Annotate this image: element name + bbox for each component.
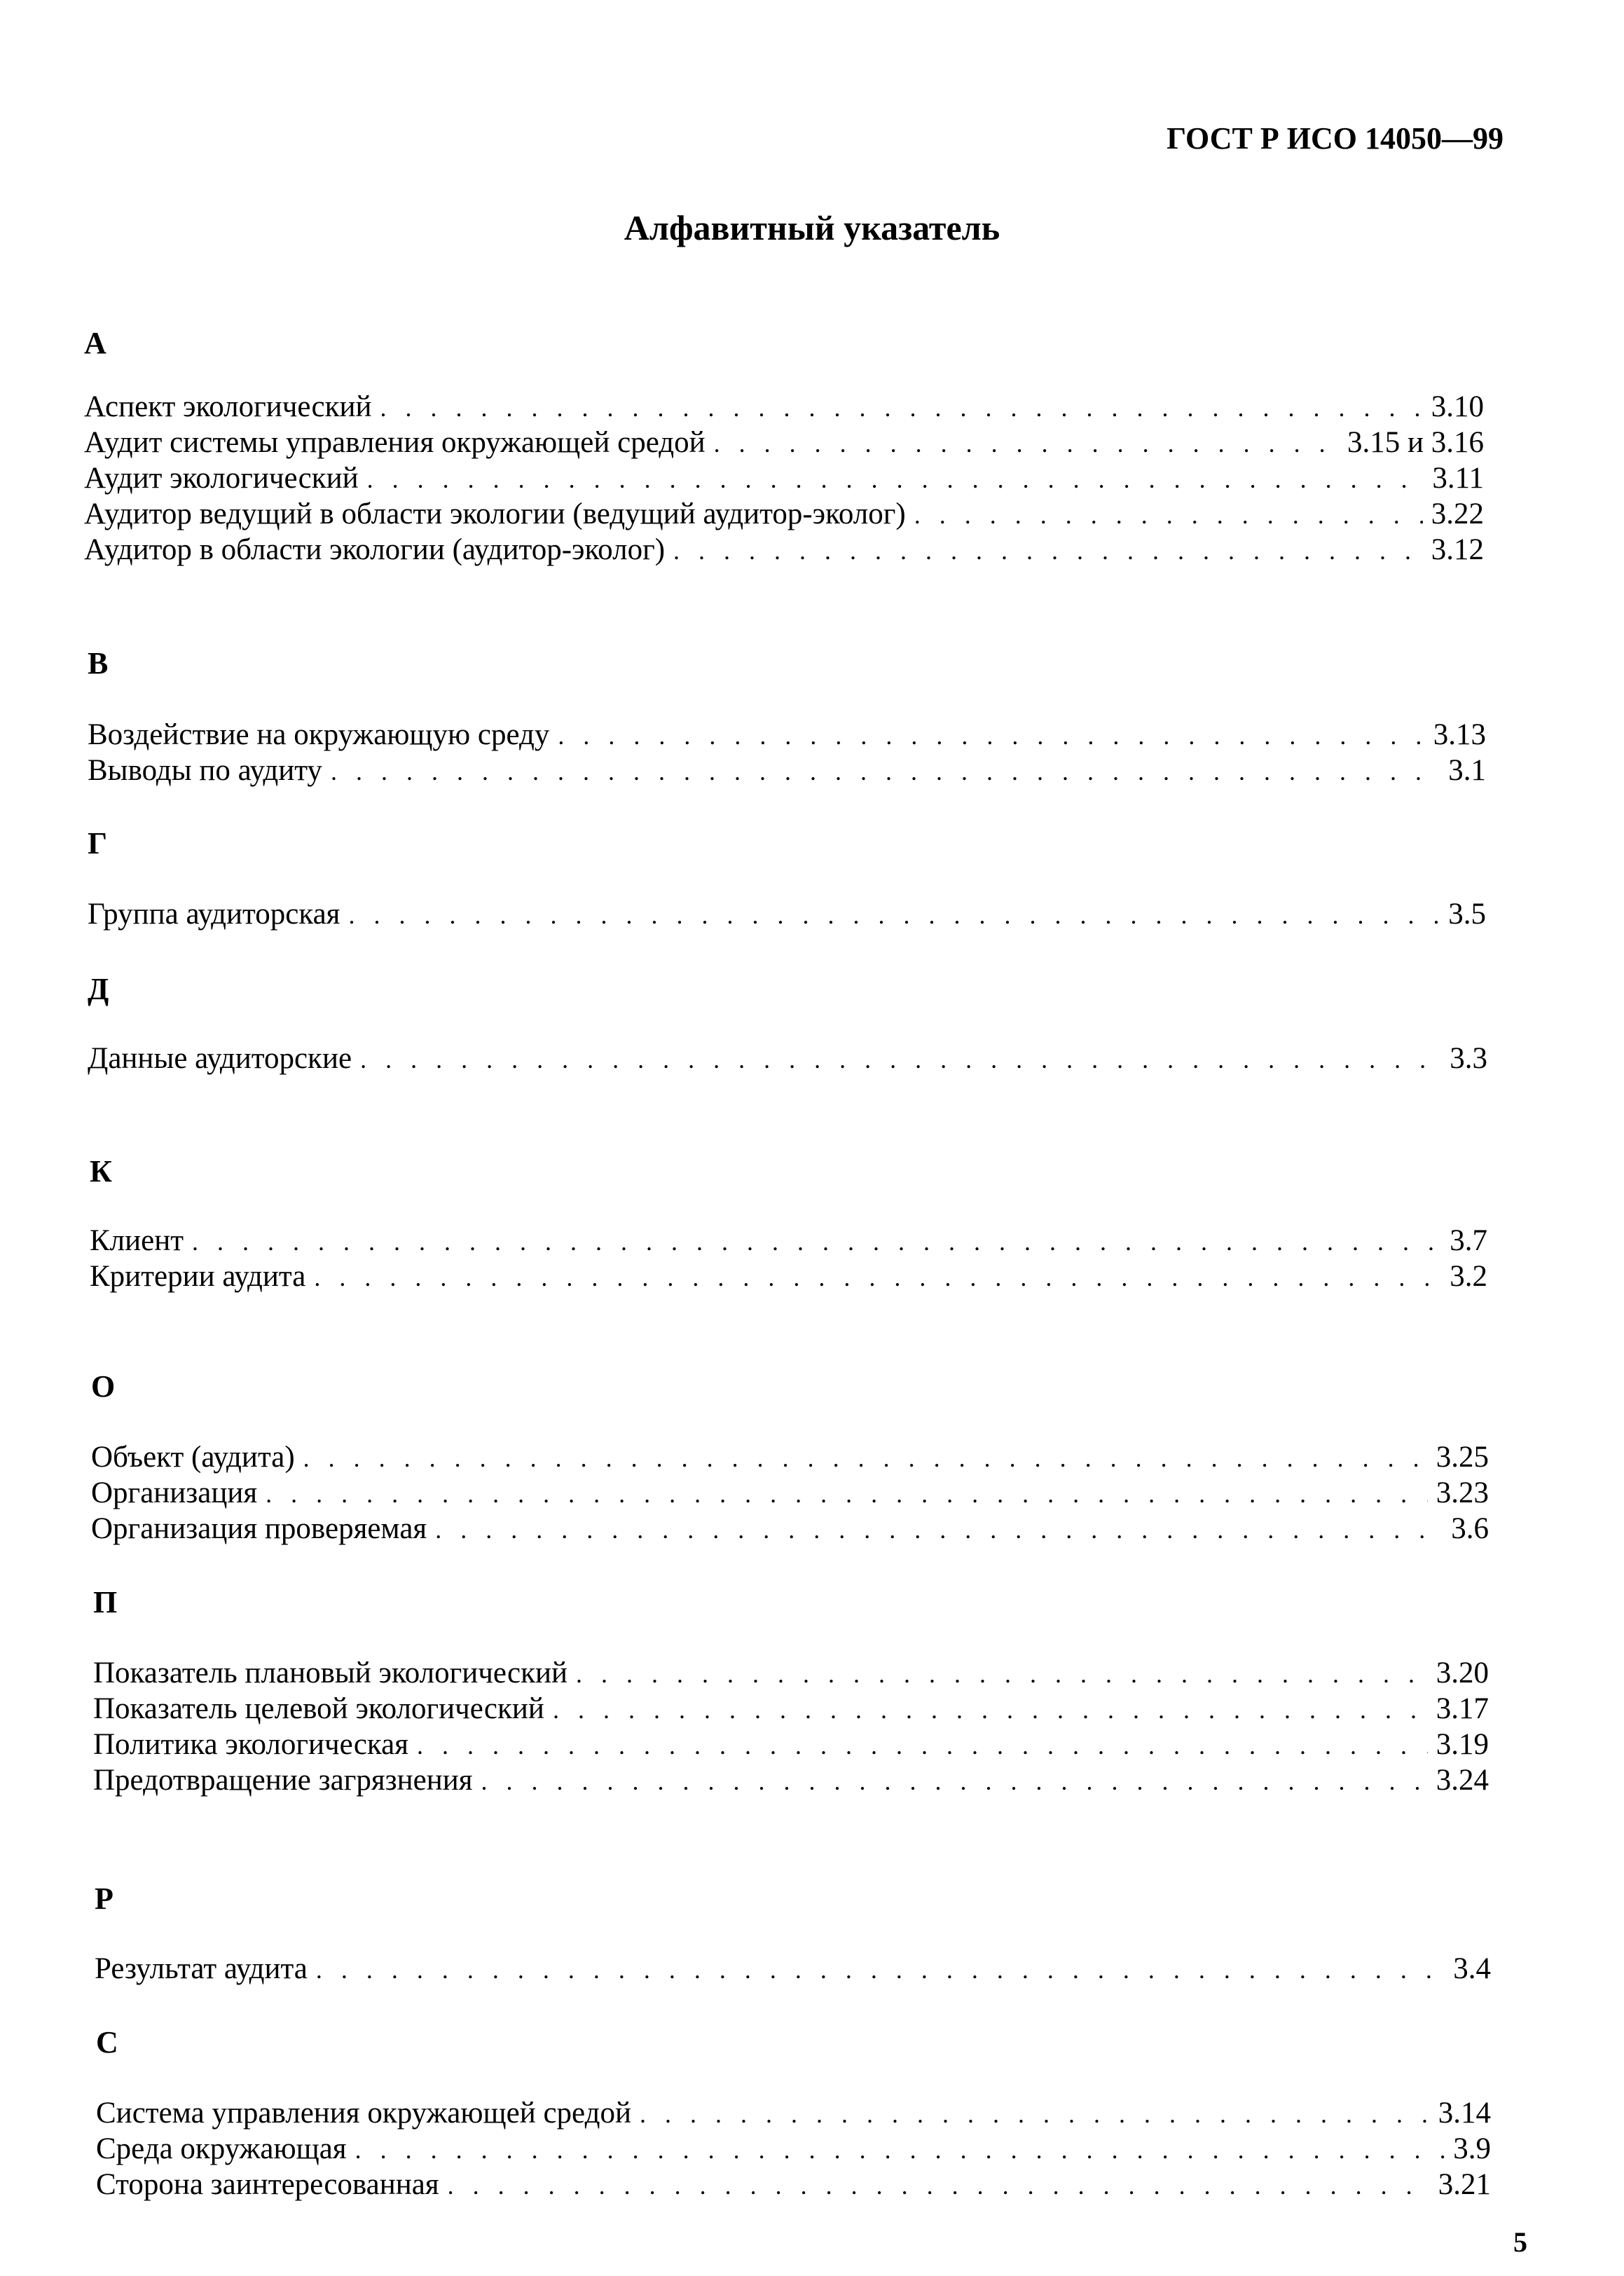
entry-term: Данные аудиторские (88, 1042, 352, 1075)
dot-leader (417, 1728, 1428, 1764)
index-entry (93, 1727, 1489, 1762)
entry-ref: 3.9 (1453, 2132, 1491, 2165)
dot-leader (316, 1952, 1445, 1988)
entry-term: Сторона заинтересованная (96, 2168, 439, 2201)
entry-term: Критерии аудита (90, 1260, 306, 1293)
section-letter-p: П (93, 1585, 118, 1619)
index-entry (96, 2167, 1491, 2202)
document-standard-code: ГОСТ Р ИСО 14050—99 (1167, 121, 1503, 156)
entry-ref: 3.14 (1438, 2097, 1491, 2130)
dot-leader (553, 1692, 1428, 1728)
dot-leader (640, 2097, 1430, 2132)
section-letter-d: Д (88, 972, 109, 1006)
entry-term: Показатель плановый экологический (93, 1657, 568, 1689)
entry-term: Политика экологическая (93, 1728, 409, 1761)
section-letter-r: Р (95, 1881, 113, 1916)
dot-leader (314, 1260, 1441, 1296)
index-entry (88, 1041, 1487, 1076)
entry-term: Клиент (90, 1224, 184, 1257)
entry-term: Выводы по аудиту (88, 754, 322, 787)
index-entry (93, 1762, 1489, 1798)
index-entry (84, 460, 1484, 496)
entry-term: Аудит экологический (84, 462, 359, 495)
index-entry (88, 753, 1486, 788)
dot-leader (355, 2132, 1445, 2168)
section-entries-s (96, 2095, 1491, 2202)
entry-term: Система управления окружающей средой (96, 2097, 631, 2130)
index-entry (84, 389, 1484, 425)
index-entry (91, 1511, 1489, 1547)
index-entry (96, 2131, 1491, 2167)
entry-term: Группа аудиторская (88, 898, 340, 931)
index-entry (93, 1691, 1489, 1727)
entry-term: Аудитор в области экологии (аудитор-эколог) (84, 533, 666, 566)
dot-leader (348, 898, 1440, 933)
dot-leader (266, 1476, 1428, 1512)
index-title: Алфавитный указатель (624, 208, 1000, 247)
section-letter-o: О (91, 1369, 116, 1404)
entry-term: Среда окружающая (96, 2132, 347, 2165)
dot-leader (331, 754, 1440, 790)
dot-leader (481, 1764, 1428, 1799)
entry-ref: 3.23 (1436, 1476, 1489, 1509)
dot-leader (576, 1657, 1428, 1692)
entry-ref: 3.7 (1450, 1224, 1487, 1257)
entry-ref: 3.2 (1450, 1260, 1487, 1293)
index-entry (88, 717, 1486, 753)
index-entry (88, 896, 1486, 932)
entry-ref: 3.3 (1450, 1042, 1487, 1075)
dot-leader (558, 718, 1424, 754)
entry-ref: 3.17 (1436, 1692, 1489, 1725)
entry-term: Организация (91, 1476, 258, 1509)
page-number: 5 (1513, 2226, 1527, 2258)
dot-leader (914, 498, 1423, 533)
entry-term: Аудитор ведущий в области экологии (ведущий аудитор-эколог) (84, 498, 906, 530)
entry-term: Воздействие на окружающую среду (88, 718, 550, 751)
section-entries-p (93, 1655, 1489, 1798)
entry-ref: 3.15 и 3.16 (1347, 426, 1484, 459)
section-entries-v (88, 717, 1486, 788)
section-letter-s: С (96, 2025, 118, 2059)
entry-term: Результат аудита (95, 1952, 308, 1985)
dot-leader (448, 2168, 1430, 2204)
dot-leader (714, 426, 1339, 462)
section-entries-o (91, 1439, 1489, 1547)
entry-ref: 3.5 (1448, 898, 1486, 931)
dot-leader (435, 1512, 1443, 1548)
entry-ref: 3.6 (1451, 1512, 1489, 1545)
entry-ref: 3.4 (1453, 1952, 1491, 1985)
index-entry (96, 2095, 1491, 2131)
entry-ref: 3.25 (1436, 1441, 1489, 1474)
entry-ref: 3.1 (1448, 754, 1486, 787)
index-entry (91, 1439, 1489, 1475)
entry-term: Аудит системы управления окружающей средой (84, 426, 706, 459)
index-entry (93, 1655, 1489, 1691)
index-entry (90, 1223, 1487, 1259)
entry-term: Предотвращение загрязнения (93, 1764, 473, 1797)
index-entry (90, 1259, 1487, 1294)
section-letter-g: Г (88, 826, 107, 861)
section-entries-d (88, 1041, 1487, 1076)
entry-term: Организация проверяемая (91, 1512, 427, 1545)
index-entry (84, 496, 1484, 532)
index-entry (91, 1475, 1489, 1511)
section-letter-v: В (88, 646, 109, 680)
index-entry (84, 532, 1484, 568)
entry-ref: 3.11 (1432, 462, 1484, 495)
entry-ref: 3.20 (1436, 1657, 1489, 1689)
entry-ref: 3.19 (1436, 1728, 1489, 1761)
section-letter-a: А (84, 326, 106, 360)
dot-leader (673, 533, 1423, 569)
entry-ref: 3.21 (1438, 2168, 1491, 2201)
index-entry (95, 1951, 1491, 1987)
section-entries-k (90, 1223, 1487, 1294)
entry-ref: 3.10 (1431, 390, 1484, 423)
entry-term: Аспект экологический (84, 390, 372, 423)
dot-leader (192, 1224, 1441, 1260)
section-letter-k: К (90, 1154, 112, 1188)
index-entry (84, 425, 1484, 460)
section-entries-a (84, 389, 1484, 568)
section-entries-g (88, 896, 1486, 932)
dot-leader (380, 390, 1423, 426)
dot-leader (303, 1441, 1428, 1476)
entry-term: Показатель целевой экологический (93, 1692, 544, 1725)
entry-term: Объект (аудита) (91, 1441, 295, 1474)
entry-ref: 3.13 (1433, 718, 1486, 751)
dot-leader (367, 462, 1424, 498)
section-entries-r (95, 1951, 1491, 1987)
entry-ref: 3.24 (1436, 1764, 1489, 1797)
entry-ref: 3.22 (1431, 498, 1484, 530)
dot-leader (360, 1042, 1441, 1078)
entry-ref: 3.12 (1431, 533, 1484, 566)
